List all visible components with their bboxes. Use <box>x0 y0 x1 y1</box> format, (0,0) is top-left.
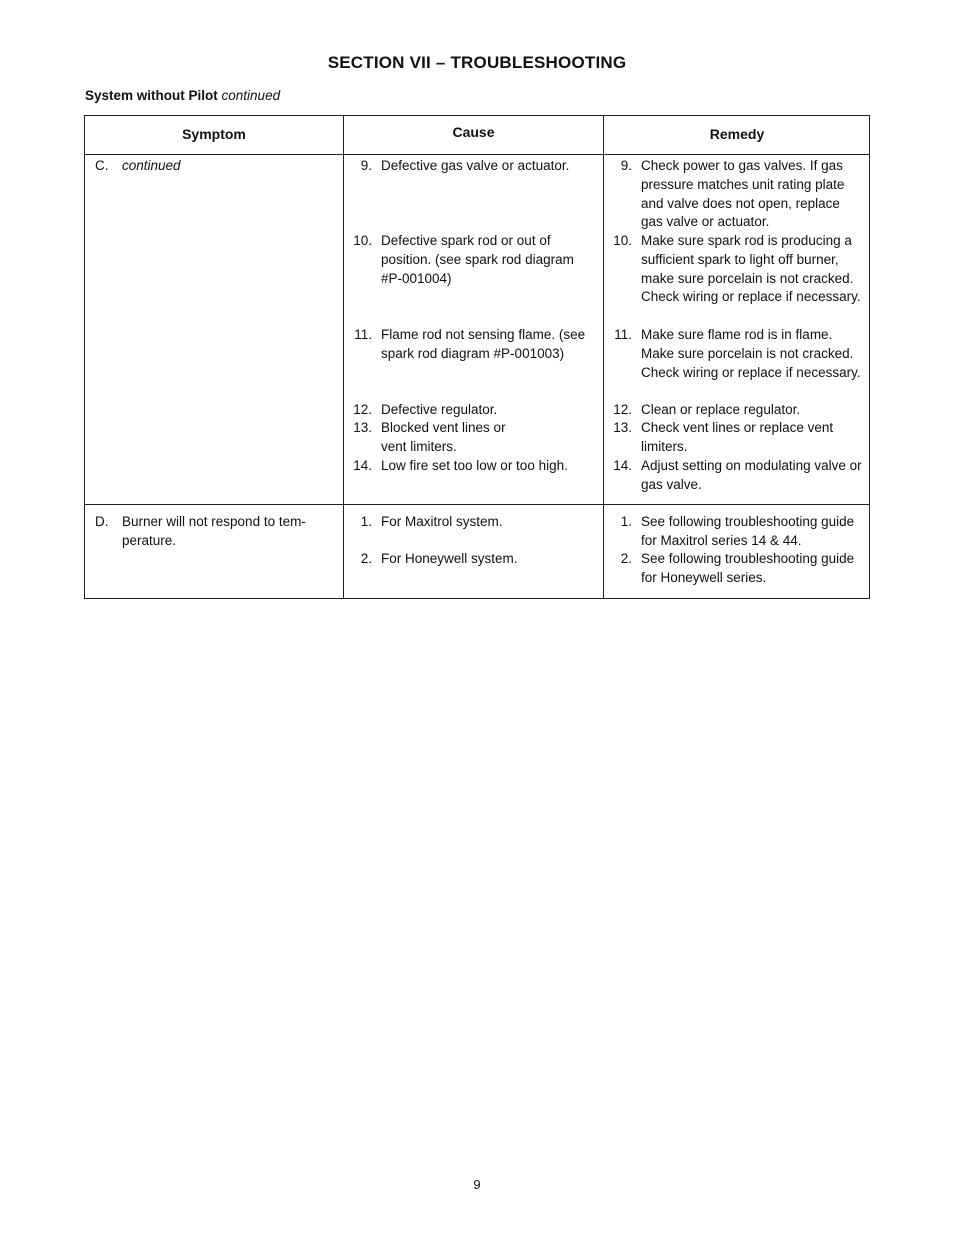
item-number: 1. <box>360 514 372 529</box>
row-divider <box>85 504 869 505</box>
item-text: Blocked vent lines or vent limiters. <box>381 420 506 454</box>
subsection-title <box>85 88 280 103</box>
table-row-c-symptom <box>85 157 343 197</box>
symptom-text: Burner will not respond to tem-perature. <box>122 514 306 548</box>
table-row-c-causes <box>344 157 594 502</box>
subsection-title-bold: System without Pilot <box>85 88 218 103</box>
column-header-symptom: Symptom <box>182 126 246 142</box>
item-text: See following troubleshooting guide for Maxitrol series 14 & 44. <box>641 514 855 548</box>
troubleshooting-table <box>84 115 870 599</box>
symptom-text: continued <box>122 158 181 173</box>
item-number: 14. <box>353 458 372 473</box>
page-number: 9 <box>473 1177 481 1192</box>
item-number: 13. <box>353 420 372 435</box>
item-number: 13. <box>613 420 632 435</box>
header-divider <box>85 154 869 155</box>
item-text: Clean or replace regulator. <box>641 402 801 417</box>
table-row-c-remedies <box>604 157 862 502</box>
symptom-letter: C. <box>95 158 109 173</box>
item-number: 2. <box>620 551 632 566</box>
section-title: SECTION VII – TROUBLESHOOTING <box>327 53 627 72</box>
item-text: Defective gas valve or actuator. <box>381 158 570 173</box>
item-text: Defective spark rod or out of position. (see spark rod diagram #P-001004) <box>381 233 574 286</box>
item-text: Adjust setting on modulating valve or gas valve. <box>641 458 862 492</box>
item-text: For Honeywell system. <box>381 551 518 566</box>
item-number: 1. <box>620 514 632 529</box>
item-number: 2. <box>360 551 372 566</box>
item-text: Low fire set too low or too high. <box>381 458 568 473</box>
subsection-title-italic: continued <box>221 88 281 103</box>
table-row-d-symptom <box>85 513 343 573</box>
item-text: Make sure spark rod is producing a sufficient spark to light off burner, make sure porcelain is not cracked. Check wiring or replace if necessary. <box>641 233 861 305</box>
item-text: Flame rod not sensing flame. (see spark rod diagram #P-001003) <box>381 327 586 361</box>
item-text: See following troubleshooting guide for Honeywell series. <box>641 551 855 585</box>
item-number: 9. <box>360 158 372 173</box>
item-number: 10. <box>353 233 372 248</box>
item-number: 10. <box>613 233 632 248</box>
item-number: 9. <box>620 158 632 173</box>
item-text: Make sure flame rod is in flame. Make sure porcelain is not cracked. Check wiring or replace if necessary. <box>641 327 861 380</box>
item-number: 11. <box>614 327 632 342</box>
column-header-cause: Cause <box>452 124 495 140</box>
column-header-remedy: Remedy <box>709 126 765 142</box>
item-text: Check power to gas valves. If gas pressure matches unit rating plate and valve does not open, replace gas valve or actuator. <box>641 158 845 230</box>
item-number: 12. <box>613 402 632 417</box>
item-text: Defective regulator. <box>381 402 498 417</box>
symptom-letter: D. <box>95 514 109 529</box>
item-text: Check vent lines or replace vent limiters. <box>641 420 834 454</box>
table-row-d-remedies <box>604 513 862 593</box>
item-number: 14. <box>613 458 632 473</box>
item-number: 11. <box>354 327 372 342</box>
table-row-d-causes <box>344 513 594 593</box>
item-number: 12. <box>353 402 372 417</box>
item-text: For Maxitrol system. <box>381 514 503 529</box>
